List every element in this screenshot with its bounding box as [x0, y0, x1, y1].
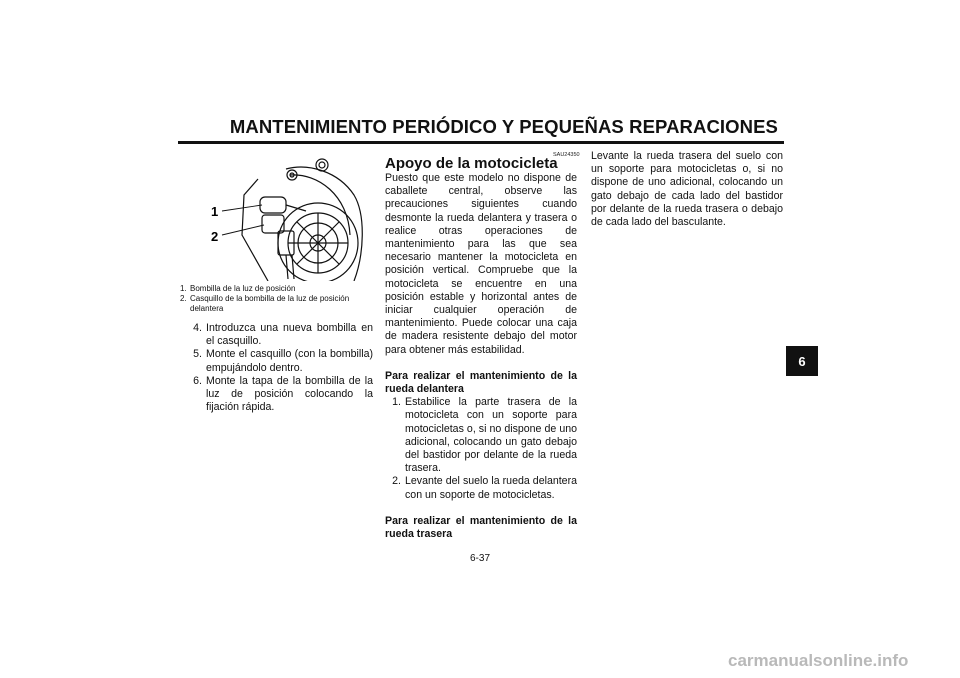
caption-text: Casquillo de la bombilla de la luz de posición delantera: [190, 294, 350, 313]
section-title: Apoyo de la motocicleta: [385, 155, 558, 172]
figure-captions: [180, 284, 380, 314]
list-item: [385, 475, 577, 501]
bulb-steps: [180, 322, 373, 414]
step-text: Introduzca una nueva bombilla en el casquillo.: [206, 322, 373, 348]
list-item: [180, 375, 373, 415]
step-text: Levante del suelo la rueda delantera con un soporte de motocicletas.: [405, 475, 577, 501]
chapter-tab: 6: [786, 346, 818, 376]
step-number: 1.: [392, 396, 401, 409]
callout-2: 2: [211, 229, 219, 244]
title-rule: [178, 141, 784, 144]
column-middle: [385, 150, 577, 541]
caption-number: 2.: [180, 294, 187, 303]
front-wheel-heading: Para realizar el mantenimiento de la rueda delantera: [385, 369, 577, 396]
section-code: SAU24350: [553, 152, 580, 158]
rear-wheel-text-continued: Levante la rueda trasera del suelo con un soporte para motocicletas o, si no dispone de uno adicional, colocando un gato debajo de cada lado del bastidor por delante de la rueda trasera o debajo de cada lado del basculante.: [591, 150, 783, 229]
column-right: [591, 150, 783, 229]
caption-item: [180, 284, 380, 294]
step-number: 5.: [193, 348, 202, 361]
step-number: 4.: [193, 322, 202, 334]
front-wheel-steps: [385, 396, 577, 502]
page-title: MANTENIMIENTO PERIÓDICO Y PEQUEÑAS REPARACIONES: [229, 116, 778, 137]
step-number: 2.: [392, 475, 401, 488]
caption-item: [180, 294, 380, 314]
rear-wheel-heading: Para realizar el mantenimiento de la rueda trasera: [385, 514, 577, 541]
list-item: [180, 322, 373, 348]
step-number: 6.: [193, 374, 202, 387]
step-text: Monte el casquillo (con la bombilla) empujándolo dentro.: [206, 348, 373, 374]
column-left: [180, 322, 373, 414]
step-text: Monte la tapa de la bombilla de la luz de posición colocando la fijación rápida.: [206, 374, 373, 414]
page-number: 6-37: [469, 553, 490, 564]
step-text: Estabilice la parte trasera de la motocicleta con un soporte para motocicletas o, si no dispone de uno adicional, colocando un gato debajo del bastidor por delante de la rueda trasera.: [405, 396, 577, 475]
callout-1: 1: [211, 204, 219, 219]
caption-text: Bombilla de la luz de posición: [190, 284, 296, 293]
headlight-bulb-illustration: [178, 155, 374, 281]
watermark: carmanualsonline.info: [728, 651, 909, 670]
caption-number: 1.: [180, 284, 187, 293]
list-item: [180, 348, 373, 374]
list-item: [385, 396, 577, 475]
section-intro: Puesto que este modelo no dispone de caballete central, observe las precauciones siguientes cuando desmonte la rueda delantera y trasera o realice otras operaciones de mantenimiento para las que sea necesario mantener la motocicleta en posición vertical. Compruebe que la motocicleta se encuentre en una posición estable y horizontal antes de iniciar cualquier operación de mantenimiento. Puede colocar una caja de madera resistente debajo del motor para obtener más estabilidad.: [385, 172, 577, 356]
